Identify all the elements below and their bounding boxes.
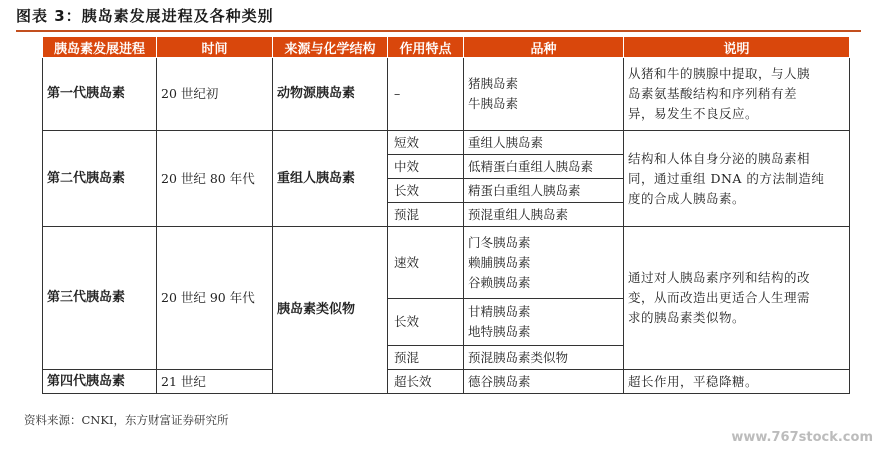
description-cell — [624, 58, 850, 131]
time-cell: 20 世纪初 — [157, 58, 273, 131]
feature-cell: 预混 — [388, 203, 464, 227]
feature-cell: 预混 — [388, 346, 464, 370]
product-item: 甘精胰岛素 — [468, 304, 531, 319]
description-cell — [624, 131, 850, 227]
product-cell: 精蛋白重组人胰岛素 — [464, 179, 624, 203]
time-cell: 20 世纪 90 年代 — [157, 227, 273, 370]
source-cell: 重组人胰岛素 — [273, 131, 388, 227]
generation-label: 第四代胰岛素 — [43, 370, 157, 394]
header-stage: 胰岛素发展进程 — [43, 37, 157, 58]
product-item: 赖脯胰岛素 — [468, 254, 531, 270]
description-line: 通过对人胰岛素序列和结构的改 — [628, 270, 811, 285]
table-row — [43, 58, 850, 131]
figure-title: 图表 3：胰岛素发展进程及各种类别 — [16, 7, 274, 25]
description-line: 岛素氨基酸结构和序列稍有差 — [628, 86, 798, 101]
description-cell — [624, 227, 850, 370]
watermark: www.767stock.com — [731, 430, 873, 445]
header-source: 来源与化学结构 — [273, 37, 388, 58]
header-feature: 作用特点 — [388, 37, 464, 58]
description-line: 度的合成人胰岛素。 — [628, 190, 746, 206]
description-line: 异，易发生不良反应。 — [628, 106, 759, 121]
feature-cell: 中效 — [388, 155, 464, 179]
table-row — [43, 370, 850, 394]
source-cell: 动物源胰岛素 — [273, 58, 388, 131]
product-cell: 重组人胰岛素 — [464, 131, 624, 155]
product-item: 谷赖胰岛素 — [468, 274, 531, 290]
description-line: 同，通过重组 DNA 的方法制造纯 — [628, 170, 825, 186]
description-line: 变，从而改造出更适合人生理需 — [628, 290, 811, 305]
title-divider — [16, 30, 861, 32]
product-cell: 预混重组人胰岛素 — [464, 203, 624, 227]
product-cell — [464, 227, 624, 299]
product-item: 猪胰岛素 — [468, 76, 519, 91]
description-line: 结构和人体自身分泌的胰岛素相 — [628, 150, 811, 166]
table-row — [43, 227, 850, 299]
feature-cell: 长效 — [388, 299, 464, 346]
description-cell: 超长作用，平稳降糖。 — [624, 370, 850, 394]
product-cell — [464, 58, 624, 131]
generation-label: 第一代胰岛素 — [43, 58, 157, 131]
header-time: 时间 — [157, 37, 273, 58]
feature-cell: 超长效 — [388, 370, 464, 394]
source-note: 资料来源：CNKI，东方财富证券研究所 — [24, 413, 229, 427]
description-line: 求的胰岛素类似物。 — [628, 310, 746, 325]
product-item: 牛胰岛素 — [468, 96, 519, 111]
product-item: 门冬胰岛素 — [468, 234, 531, 250]
generation-label: 第二代胰岛素 — [43, 131, 157, 227]
source-cell: 胰岛素类似物 — [273, 227, 388, 394]
feature-cell: – — [388, 58, 464, 131]
header-product: 品种 — [464, 37, 624, 58]
time-cell: 21 世纪 — [157, 370, 273, 394]
product-cell: 德谷胰岛素 — [464, 370, 624, 394]
product-cell — [464, 299, 624, 346]
product-item: 地特胰岛素 — [468, 324, 531, 339]
description-line: 从猪和牛的胰腺中提取，与人胰 — [628, 66, 811, 81]
table-header-row — [43, 37, 850, 58]
product-cell: 预混胰岛素类似物 — [464, 346, 624, 370]
header-description: 说明 — [624, 37, 850, 58]
time-cell: 20 世纪 80 年代 — [157, 131, 273, 227]
feature-cell: 短效 — [388, 131, 464, 155]
feature-cell: 速效 — [388, 227, 464, 299]
insulin-table — [42, 36, 850, 394]
product-cell: 低精蛋白重组人胰岛素 — [464, 155, 624, 179]
table-row — [43, 131, 850, 155]
feature-cell: 长效 — [388, 179, 464, 203]
generation-label: 第三代胰岛素 — [43, 227, 157, 370]
